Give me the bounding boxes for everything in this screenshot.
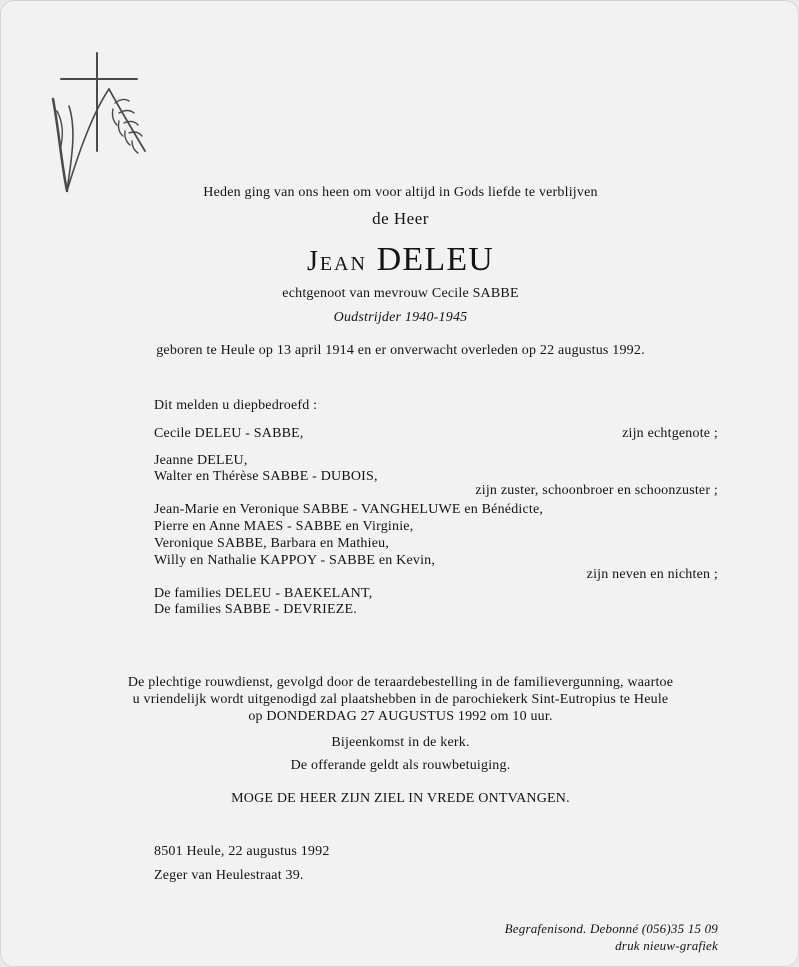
honorific: de Heer: [372, 209, 429, 228]
nephew-relation: zijn neven en nichten ;: [586, 567, 718, 582]
nephew-line: Jean-Marie en Veronique SABBE - VANGHELUWE en Bénédicte,: [154, 502, 544, 517]
offering-line: De offerande geldt als rouwbetuiging.: [290, 758, 511, 773]
family-line: De families DELEU - BAEKELANT,: [154, 586, 373, 601]
nephew-line: Veronique SABBE, Barbara en Mathieu,: [154, 536, 390, 551]
place-date: 8501 Heule, 22 augustus 1992: [154, 844, 330, 859]
last-name: DELEU: [376, 241, 495, 278]
street-address: Zeger van Heulestraat 39.: [154, 868, 304, 883]
cross-with-wheat-icon: [49, 51, 149, 196]
sister-relation: zijn zuster, schoonbroer en schoonzuster ;: [475, 483, 718, 498]
birth-death-line: geboren te Heule op 13 april 1914 en er onverwacht overleden op 22 augustus 1992.: [156, 343, 645, 358]
announcement: Dit melden u diepbedroefd :: [154, 398, 318, 413]
first-name: Jean: [306, 246, 367, 277]
deceased-name: [1, 241, 799, 279]
spouse-line: echtgenoot van mevrouw Cecile SABBE: [282, 286, 519, 301]
service-line: De plechtige rouwdienst, gevolgd door de teraardebestelling in de familievergunning, waartoe: [127, 675, 674, 690]
printer-line: druk nieuw-grafiek: [615, 938, 718, 953]
sister-name: Jeanne DELEU,: [154, 453, 248, 468]
service-line: u vriendelijk wordt uitgenodigd zal plaatshebben in de parochiekerk Sint-Eutropius te Heule: [132, 692, 669, 707]
veteran-line: Oudstrijder 1940-1945: [333, 310, 468, 325]
wife-relation: zijn echtgenote ;: [622, 426, 718, 441]
prayer-line: MOGE DE HEER ZIJN ZIEL IN VREDE ONTVANGEN.: [231, 791, 570, 806]
nephew-line: Pierre en Anne MAES - SABBE en Virginie,: [154, 519, 414, 534]
wife-name: Cecile DELEU - SABBE,: [154, 426, 304, 441]
sister-family: Walter en Thérèse SABBE - DUBOIS,: [154, 469, 378, 484]
nephew-line: Willy en Nathalie KAPPOY - SABBE en Kevin,: [154, 553, 436, 568]
gathering-line: Bijeenkomst in de kerk.: [331, 735, 470, 750]
intro-text: Heden ging van ons heen om voor altijd in Gods liefde te verblijven: [203, 185, 598, 200]
service-line: op DONDERDAG 27 AUGUSTUS 1992 om 10 uur.: [248, 709, 553, 724]
family-line: De families SABBE - DEVRIEZE.: [154, 602, 357, 617]
undertaker-line: Begrafenisond. Debonné (056)35 15 09: [504, 921, 718, 936]
